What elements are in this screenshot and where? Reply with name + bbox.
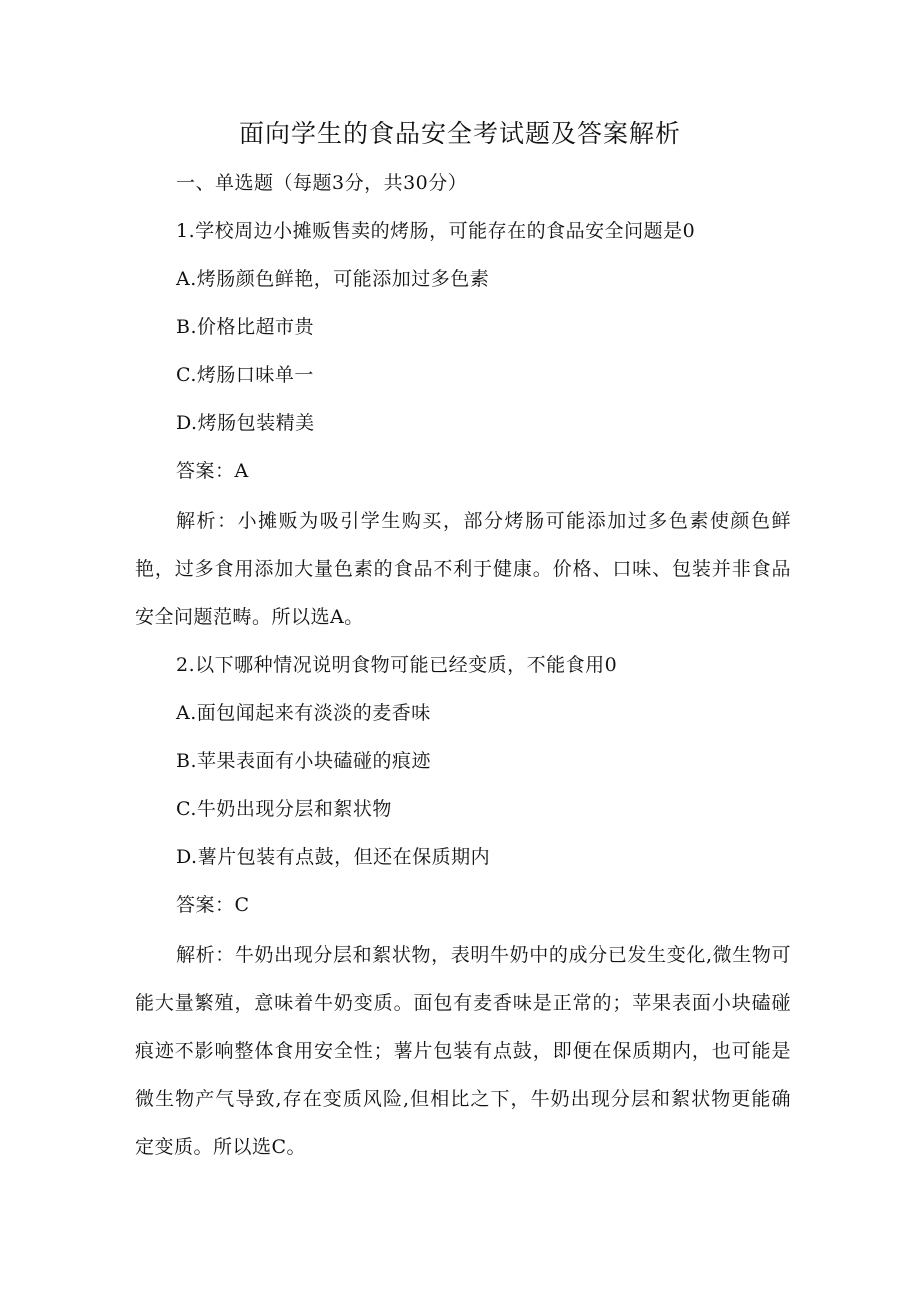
question-1-option-a: A.烤肠颜色鲜艳，可能添加过多色素 bbox=[176, 268, 490, 290]
question-1-option-c: C.烤肠口味单一 bbox=[176, 364, 314, 386]
question-2-answer: 答案：C bbox=[176, 894, 250, 916]
section-heading: 一、单选题（每题3分，共30分） bbox=[176, 172, 468, 194]
question-1-stem: 1.学校周边小摊贩售卖的烤肠，可能存在的食品安全问题是0 bbox=[176, 220, 696, 242]
question-2-option-b: B.苹果表面有小块磕碰的痕迹 bbox=[176, 750, 432, 772]
question-2-option-c: C.牛奶出现分层和絮状物 bbox=[176, 798, 392, 820]
question-1-answer: 答案：A bbox=[176, 460, 249, 482]
question-1-option-d: D.烤肠包装精美 bbox=[176, 412, 315, 434]
question-2-option-a: A.面包闻起来有淡淡的麦香味 bbox=[176, 702, 431, 724]
document-title: 面向学生的食品安全考试题及答案解析 bbox=[238, 119, 681, 148]
question-2-explanation: 解析：牛奶出现分层和絮状物，表明牛奶中的成分已发生变化,微生物可能大量繁殖，意味着牛奶变质。面包有麦香味是正常的；苹果表面小块磕碰痕迹不影响整体食用安全性；薯片包装有点鼓，即便在保质期内，也可能是微生物产气导致,存在变质风险,但相比之下，牛奶出现分层和絮状物更能确定变质。所以选C。 bbox=[135, 944, 791, 1158]
question-2-stem: 2.以下哪种情况说明食物可能已经变质，不能食用0 bbox=[176, 654, 618, 676]
question-1-explanation: 解析：小摊贩为吸引学生购买，部分烤肠可能添加过多色素使颜色鲜艳，过多食用添加大量色素的食品不利于健康。价格、口味、包装并非食品安全问题范畴。所以选A。 bbox=[135, 510, 791, 628]
question-2-option-d: D.薯片包装有点鼓，但还在保质期内 bbox=[176, 846, 491, 868]
question-1-option-b: B.价格比超市贵 bbox=[176, 316, 315, 338]
